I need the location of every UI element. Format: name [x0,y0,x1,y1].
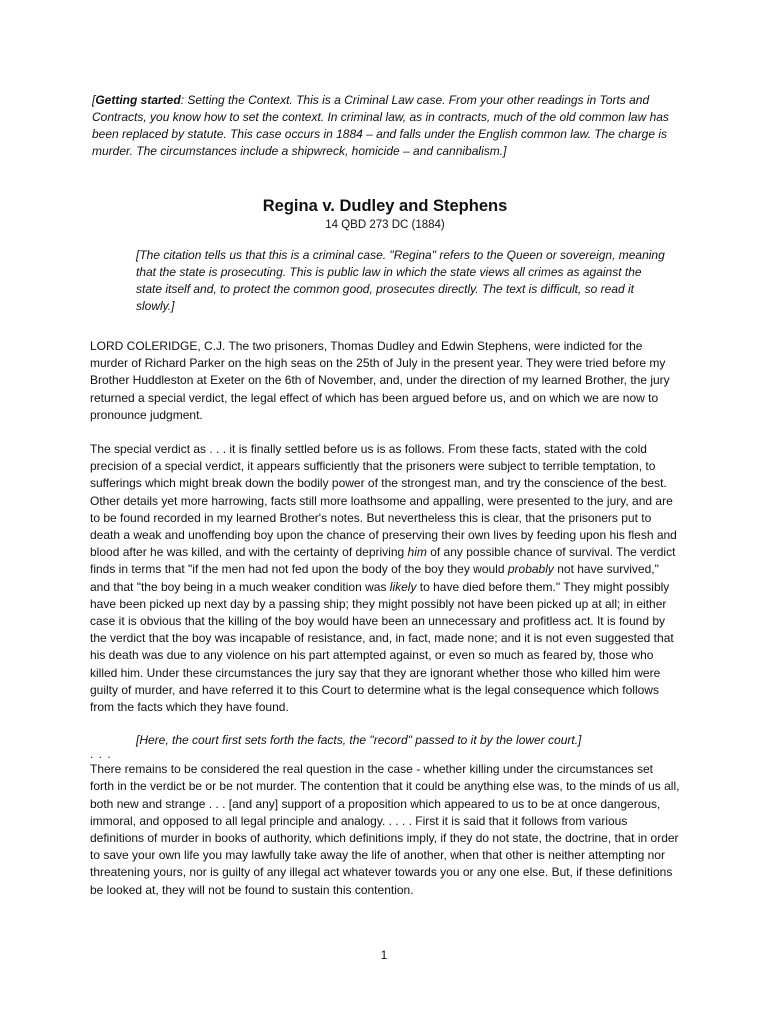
opinion-paragraph-2 [90,441,680,716]
emphasis-likely: likely [389,579,417,594]
page-number: 1 [380,948,388,962]
paragraph-2-part-3: not have survived," and that "the boy being in a much weaker condition was [90,562,659,594]
citation-note: [The citation tells us that this is a criminal case. "Regina" refers to the Queen or sovereign, meaning that the state is prosecuting. This is public law in which the state views all crimes as against the state itself and, to protect the common good, prosecutes directly. The text is difficult, so read it slowly.] [136,248,665,313]
emphasis-him: him [407,545,427,560]
opinion-paragraph-3: There remains to be considered the real question in the case - whether killing under the circumstances set forth in the verdict be or be not murder. The contention that it could be anything else was, to the minds of us all, both new and strange . . . [and any] support of a proposition which appeared to us to be at once dangerous, immoral, and opposed to all legal principle and analogy. . . . . First it is said that it follows from various definitions of murder in books of authority, which definitions imply, if they do not state, the doctrine, that in order to save your own life you may lawfully take away the life of another, when that other is neither attempting nor threatening yours, nor is guilty of any illegal act whatever towards you or any one else. But, if these definitions be looked at, they will not be found to sustain this contention. [90,762,680,897]
intro-text: Setting the Context. This is a Criminal Law case. From your other readings in Torts and Contracts, you know how to set the context. In criminal law, as in contracts, much of the old common law has been replaced by statute. This case occurs in 1884 – and falls under the English common law. The charge is murder. The circumstances include a shipwreck, homicide – and cannibalism.] [92,93,669,158]
intro-colon: : [180,93,185,107]
facts-note: [Here, the court first sets forth the facts, the "record" passed to it by the lower court.] [136,733,582,748]
paragraph-2-part-1: The special verdict as . . . it is finally settled before us is as follows. From these facts, stated with the cold precision of a special verdict, it appears sufficiently that the prisoners were subject to terrible temptation, to sufferings which might break down the bodily power of the strongest man, and try the conscience of the best. Other details yet more harrowing, facts still more loathsome and appalling, were presented to the jury, and are to be found recorded in my learned Brother's notes. But nevertheless this is clear, that the prisoners put to death a weak and unoffending boy upon the chance of preserving their own lives by feeding upon his flesh and blood after he was killed, and with the certainty of depriving [90,442,677,560]
intro-note [92,92,680,160]
intro-label: Getting started [95,93,181,107]
paragraph-2-part-4: to have died before them." They might possibly have been picked up next day by a passing ship; they might possibly not have been picked up at all; in either case it is obvious that the killing of the boy would have been an unnecessary and profitless act. It is found by the verdict that the boy was incapable of resistance, and, in fact, made none; and it is not even suggested that his death was due to any violence on his part attempted against, or even so much as feared by, those who killed him. Under these circumstances the jury say that they are ignorant whether those who killed him were guilty of murder, and have referred it to this Court to determine what is the legal consequence which follows from the facts which they have found. [90,579,674,715]
opinion-paragraph-1: LORD COLERIDGE, C.J. The two prisoners, Thomas Dudley and Edwin Stephens, were indicted for the murder of Richard Parker on the high seas on the 25th of July in the present year. They were tried before my Brother Huddleston at Exeter on the 6th of November, and, under the direction of my learned Brother, the jury returned a special verdict, the legal effect of which has been argued before us, and on which we are now to pronounce judgment. [90,339,670,422]
paragraph-2-part-2: of any possible chance of survival. The verdict finds in terms that "if the men had not fed upon the body of the boy they would [90,545,676,577]
case-citation: 14 QBD 273 DC (1884) [325,219,445,231]
intro-open-bracket: [ [92,93,96,107]
case-title: Regina v. Dudley and Stephens [262,197,508,215]
omission-ellipsis: . . . [90,747,112,762]
emphasis-probably: probably [507,562,554,577]
